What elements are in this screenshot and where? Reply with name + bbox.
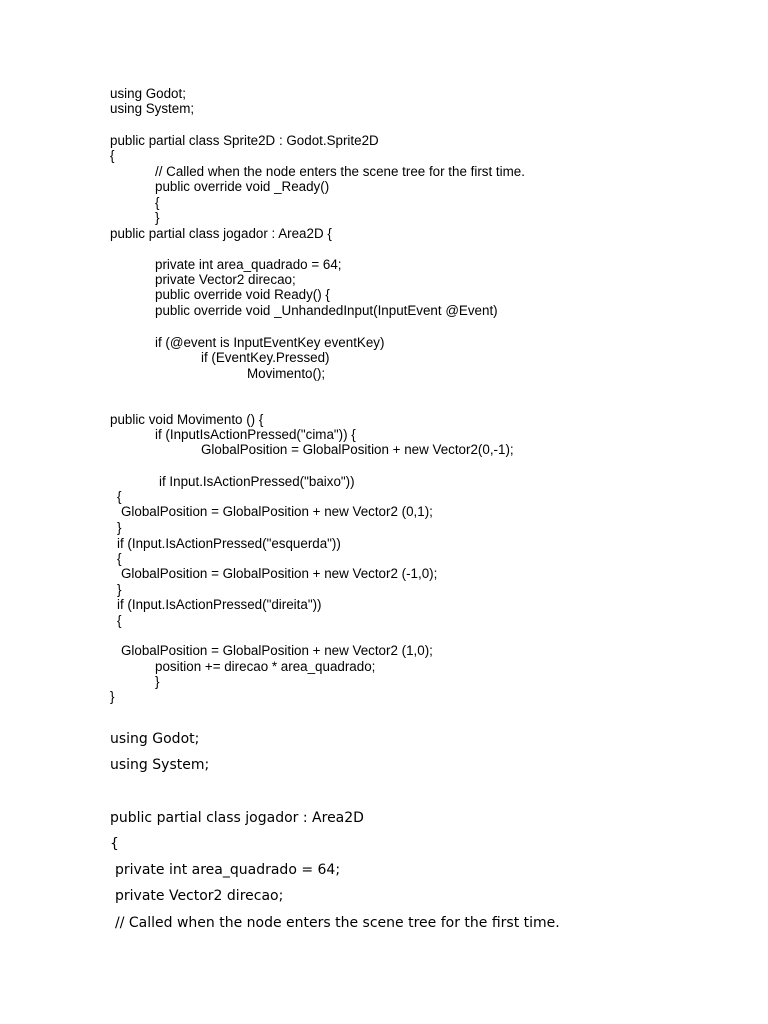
code-line: public override void _UnhandedInput(InputEvent @Event) — [155, 303, 498, 318]
code-line: using Godot; — [110, 731, 200, 747]
code-line: position += direcao * area_quadrado; — [155, 659, 376, 674]
code-line: public partial class Sprite2D : Godot.Sprite2D — [110, 133, 379, 148]
code-line: if (EventKey.Pressed) — [201, 350, 330, 365]
code-line: if (InputIsActionPressed("cima")) { — [155, 427, 356, 442]
code-line: private Vector2 direcao; — [115, 888, 284, 904]
code-line: public override void _Ready() — [155, 179, 330, 194]
code-line: } — [155, 674, 160, 689]
code-line: // Called when the node enters the scene tree for the first time. — [115, 915, 560, 931]
code-line: { — [117, 489, 122, 504]
code-line: private Vector2 direcao; — [155, 272, 296, 287]
code-line: GlobalPosition = GlobalPosition + new Vector2 (-1,0); — [121, 566, 438, 581]
code-line: public override void Ready() { — [155, 287, 330, 302]
code-line: { — [110, 148, 115, 163]
code-line: public void Movimento () { — [110, 412, 264, 427]
code-line: { — [155, 195, 160, 210]
code-line: private int area_quadrado = 64; — [115, 862, 341, 878]
code-line: Movimento(); — [247, 366, 326, 381]
code-line: if (Input.IsActionPressed("direita")) — [117, 597, 322, 612]
code-line: { — [117, 613, 122, 628]
code-line: } — [117, 520, 122, 535]
code-line: if Input.IsActionPressed("baixo")) — [159, 474, 355, 489]
code-line: GlobalPosition = GlobalPosition + new Vector2 (1,0); — [121, 643, 433, 658]
code-line: private int area_quadrado = 64; — [155, 257, 342, 272]
code-line: using System; — [110, 757, 210, 773]
code-line: { — [117, 551, 122, 566]
code-line: public partial class jogador : Area2D { — [110, 226, 332, 241]
code-line: GlobalPosition = GlobalPosition + new Vector2 (0,1); — [121, 504, 433, 519]
code-line: } — [117, 582, 122, 597]
code-line: if (Input.IsActionPressed("esquerda")) — [117, 536, 341, 551]
code-line: GlobalPosition = GlobalPosition + new Vector2(0,-1); — [201, 442, 514, 457]
code-line: } — [155, 210, 160, 225]
code-line: public partial class jogador : Area2D — [110, 810, 364, 826]
code-line: { — [110, 836, 119, 852]
code-line: // Called when the node enters the scene tree for the first time. — [155, 164, 525, 179]
code-line: } — [110, 689, 115, 704]
code-line: using System; — [110, 101, 195, 116]
code-line: if (@event is InputEventKey eventKey) — [155, 335, 385, 350]
code-line: using Godot; — [110, 86, 186, 101]
